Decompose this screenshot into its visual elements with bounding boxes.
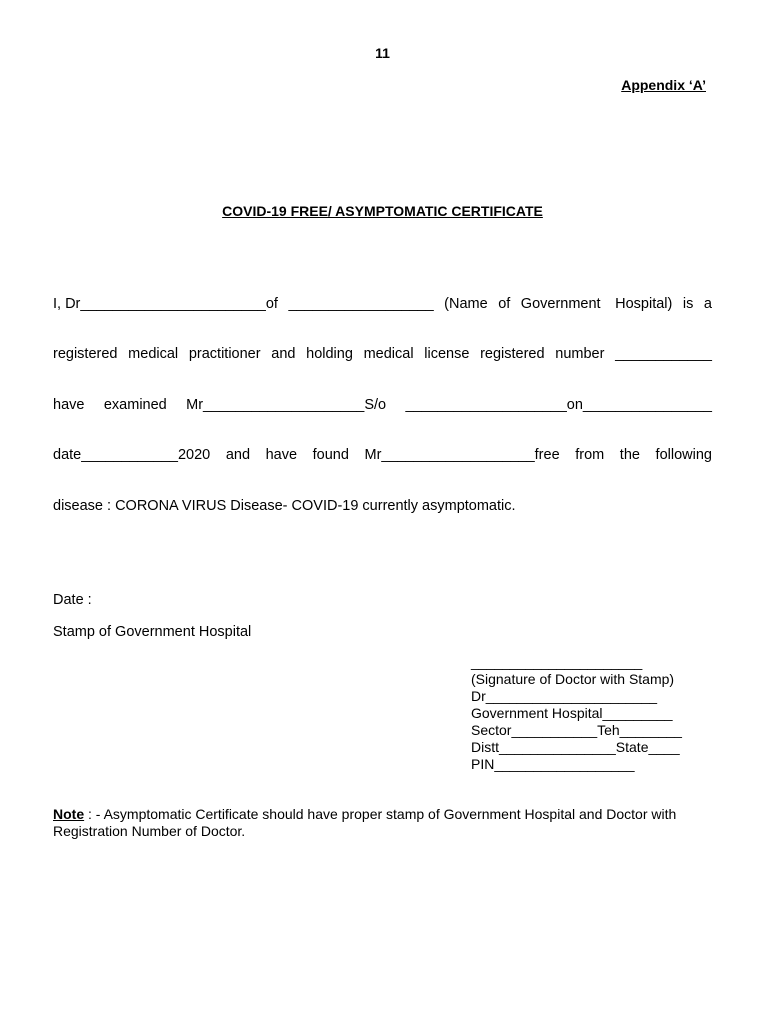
note-text: : - Asymptomatic Certificate should have proper stamp of Government Hospital and Doctor with Registration Number of Doctor. [53, 806, 677, 839]
line-word: ____________________on________________ [405, 397, 712, 413]
line-word: number [555, 346, 605, 362]
line-word: a [703, 296, 712, 312]
line-word: is [682, 296, 694, 312]
line-word: registered [480, 346, 545, 362]
line-word: ____________ [615, 346, 712, 362]
line-word: medical [128, 346, 179, 362]
body-line-5: disease : CORONA VIRUS Disease- COVID-19 currently asymptomatic. [53, 498, 516, 514]
stamp-label: Stamp of Government Hospital [53, 624, 252, 640]
line-word: holding [306, 346, 353, 362]
note-paragraph [53, 806, 703, 840]
date-label: Date : [53, 592, 92, 608]
line-word: of [498, 296, 511, 312]
line-word: date____________2020 [53, 447, 211, 463]
line-word: practitioner [188, 346, 261, 362]
body-line-4 [53, 447, 712, 463]
line-word: have [265, 447, 298, 463]
signature-line: ______________________ [471, 654, 643, 670]
pin-field: PIN__________________ [471, 756, 635, 772]
line-word: Mr___________________free [364, 447, 560, 463]
distt-state-field: Distt_______________State____ [471, 739, 680, 755]
line-word: license [424, 346, 470, 362]
line-word: and [271, 346, 296, 362]
appendix-label: Appendix ‘A’ [621, 77, 706, 93]
doctor-field: Dr______________________ [471, 688, 658, 704]
line-word: following [655, 447, 712, 463]
certificate-title: COVID-19 FREE/ ASYMPTOMATIC CERTIFICATE [222, 203, 543, 219]
hospital-field: Government Hospital_________ [471, 705, 673, 721]
body-line-2 [53, 346, 712, 362]
note-label: Note [53, 806, 85, 822]
signature-label: (Signature of Doctor with Stamp) [471, 671, 675, 687]
line-word: registered [53, 346, 118, 362]
body-line-1 [53, 296, 712, 312]
line-word: medical [363, 346, 414, 362]
line-word: found [312, 447, 349, 463]
line-word: the [619, 447, 640, 463]
page-number: 11 [375, 45, 390, 61]
line-word: __________________ [288, 296, 434, 312]
line-word: have [53, 397, 85, 413]
body-line-3 [53, 397, 712, 413]
line-word: I, Dr_______________________of [53, 296, 278, 312]
line-word: Mr____________________S/o [186, 397, 387, 413]
line-word: and [225, 447, 251, 463]
line-word: Government [520, 296, 601, 312]
line-word: (Name [444, 296, 488, 312]
line-word: examined [103, 397, 167, 413]
sector-teh-field: Sector___________Teh________ [471, 722, 682, 738]
line-word: from [575, 447, 605, 463]
line-word: Hospital) [611, 296, 673, 312]
